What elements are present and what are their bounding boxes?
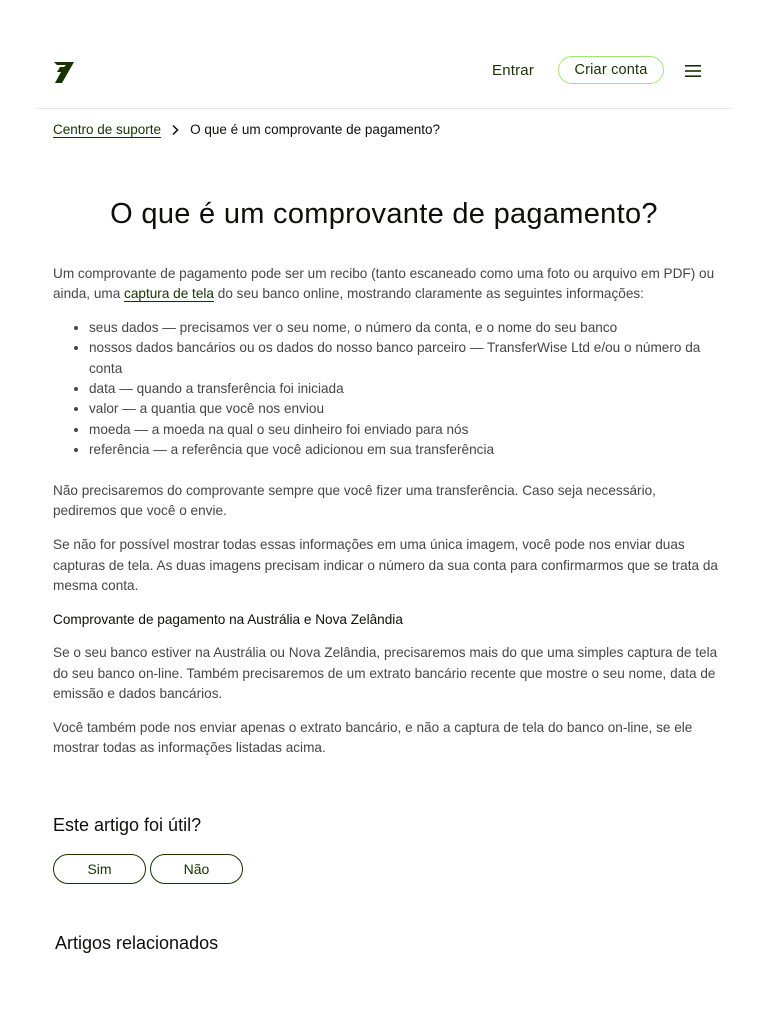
paragraph-australia-new-zealand: Se o seu banco estiver na Austrália ou Nova Zelândia, precisaremos mais do que uma simples captura de tela do seu banco on-line. Também precisaremos de um extrato bancário recente que mostre o seu nome, data de emissão e dados bancários. xyxy=(53,645,718,702)
intro-text-end: do seu banco online, mostrando claramente as seguintes informações: xyxy=(213,286,644,302)
site-header xyxy=(0,0,768,110)
list-item: • nossos dados bancários ou os dados do nosso banco parceiro — TransferWise Ltd e/ou o número da conta xyxy=(89,338,718,379)
related-articles-heading: Artigos relacionados xyxy=(55,933,219,953)
header-divider xyxy=(37,108,731,109)
feedback-question: Este artigo foi útil? xyxy=(53,815,202,835)
list-item: • referência — a referência que você adicionou em sua transferência xyxy=(89,440,718,460)
paragraph-statement-only: Você também pode nos enviar apenas o extrato bancário, e não a captura de tela do banco on-line, se ele mostrar todas as informações listadas acima. xyxy=(53,719,693,756)
subheading-australia-new-zealand: Comprovante de pagamento na Austrália e Nova Zelândia xyxy=(53,611,403,627)
paragraph-not-always-needed: Não precisaremos do comprovante sempre que você fizer uma transferência. Caso seja necessário, pediremos que você o envie. xyxy=(53,483,656,519)
article-intro xyxy=(53,264,718,305)
breadcrumb-current: O que é um comprovante de pagamento? xyxy=(190,122,440,137)
list-item: • moeda — a moeda na qual o seu dinheiro foi enviado para nós xyxy=(89,420,718,440)
list-item: • valor — a quantia que você nos enviou xyxy=(89,399,718,419)
signup-button[interactable] xyxy=(558,56,664,84)
breadcrumb-support-center-link[interactable]: Centro de suporte xyxy=(53,122,162,137)
list-item: • data — quando a transferência foi iniciada xyxy=(89,379,718,399)
article-body xyxy=(53,264,718,772)
wise-flag-logo-icon[interactable] xyxy=(52,59,76,85)
feedback-yes-label: Sim xyxy=(87,861,112,877)
signup-button-label: Criar conta xyxy=(574,62,648,78)
required-info-list xyxy=(53,318,718,460)
hamburger-menu-icon[interactable] xyxy=(685,64,701,78)
feedback-no-label: Não xyxy=(183,861,210,877)
intro-text: Um comprovante de pagamento pode ser um recibo (tanto escaneado como uma foto ou arquivo em PDF) ou ainda, uma xyxy=(53,266,715,302)
feedback-yes-button[interactable] xyxy=(53,854,146,884)
feedback-no-button[interactable] xyxy=(150,854,243,884)
paragraph-two-screenshots: Se não for possível mostrar todas essas informações em uma única imagem, você pode nos enviar duas capturas de tela. As duas imagens precisam indicar o número da sua conta para confirmarmos que se trata da mesma conta. xyxy=(53,537,718,593)
list-item: • seus dados — precisamos ver o seu nome, o número da conta, e o nome do seu banco xyxy=(89,318,718,338)
login-link[interactable]: Entrar xyxy=(492,62,535,79)
page-title: O que é um comprovante de pagamento? xyxy=(110,198,658,230)
chevron-right-icon xyxy=(170,124,180,136)
screenshot-link[interactable]: captura de tela xyxy=(124,286,214,302)
breadcrumb xyxy=(53,122,440,137)
